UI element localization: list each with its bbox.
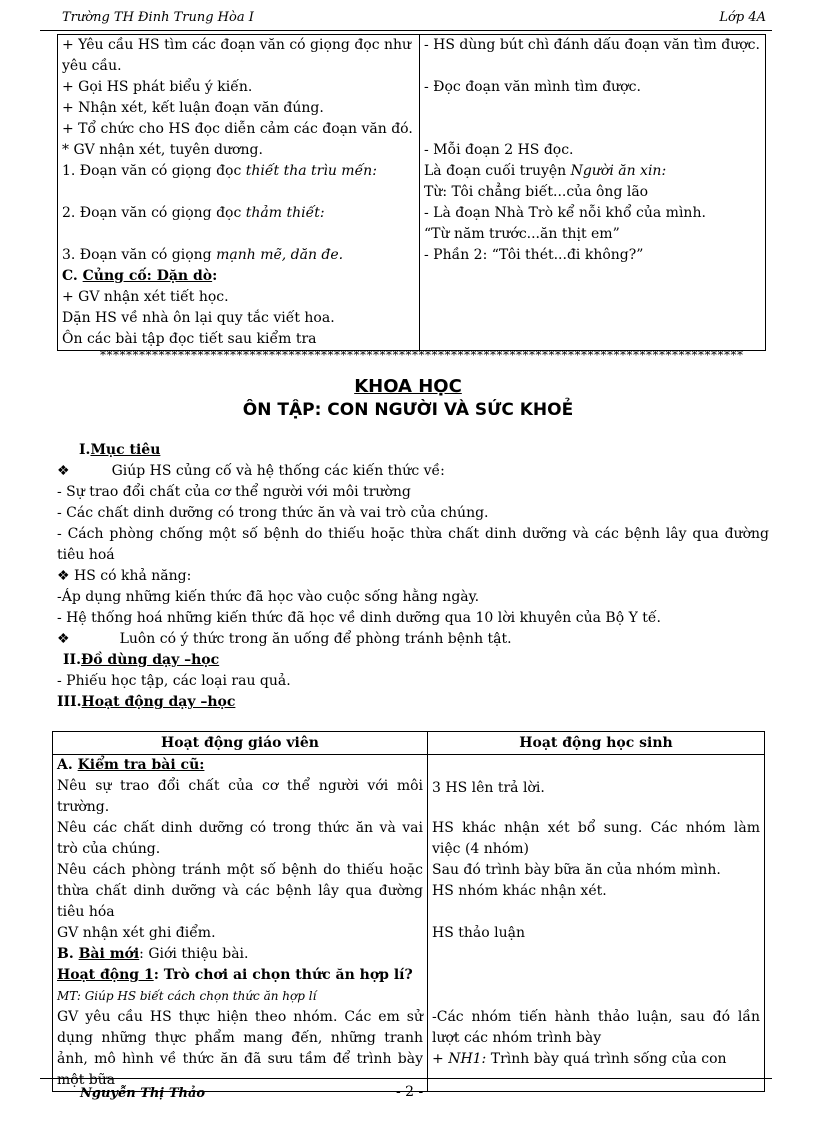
- top-table-teacher-cell: [58, 35, 420, 351]
- objective-item: - Sự trao đổi chất của cơ thể người với môi trường: [57, 484, 411, 500]
- line: - Là đoạn Nhà Trò kể nỗi khổ của mình.: [424, 205, 706, 221]
- student-response: [432, 1049, 760, 1070]
- section-prefix: A.: [57, 757, 78, 773]
- line: “Từ năm trước...ăn thịt em”: [424, 226, 620, 242]
- line: * GV nhận xét, tuyên dương.: [62, 142, 263, 158]
- text: 2. Đoạn văn có giọng đọc: [62, 205, 246, 221]
- spacer: [432, 902, 760, 923]
- activity-rest: : Trò chơi ai chọn thức ăn hợp lí?: [153, 967, 413, 983]
- teacher-grade: GV nhận xét ghi điểm.: [57, 925, 216, 941]
- student-response: 3 HS lên trả lời.: [432, 780, 545, 796]
- line: - HS dùng bút chì đánh dấu đoạn văn tìm được.: [424, 37, 760, 53]
- objective-bullet: [57, 629, 769, 650]
- heading-text: Mục tiêu: [90, 442, 161, 458]
- top-table-student-cell: [420, 35, 766, 351]
- diamond-bullet-icon: ❖: [57, 463, 70, 479]
- line: + Yêu cầu HS tìm các đoạn văn có giọng đọc như: [62, 37, 412, 53]
- blank-line: [424, 119, 761, 140]
- line: [62, 203, 415, 224]
- objectives-heading: [57, 440, 769, 461]
- section-prefix: C.: [62, 268, 83, 284]
- footer-page-number: - 2 -: [396, 1084, 424, 1100]
- objective-item: - Các chất dinh dưỡng có trong thức ăn và vai trò của chúng.: [57, 505, 489, 521]
- blank-line: [62, 182, 415, 203]
- blank-line: [62, 224, 415, 245]
- section-heading: [57, 755, 423, 776]
- section-prefix: B.: [57, 946, 79, 962]
- activity-objective: MT: Giúp HS biết cách chọn thức ăn hợp lí: [57, 989, 317, 1003]
- italic-text: NH1:: [448, 1051, 487, 1067]
- subject-title: [0, 376, 816, 397]
- lesson-body: [57, 440, 769, 713]
- text: 1. Đoạn văn có giọng đọc: [62, 163, 246, 179]
- line: [62, 266, 415, 287]
- student-response: Sau đó trình bày bữa ăn của nhóm mình.: [432, 862, 721, 878]
- teacher-question: Nêu sự trao đổi chất của cơ thể người với môi trường.: [57, 778, 423, 815]
- blank-line: [424, 98, 761, 119]
- col-header-student: Hoạt động học sinh: [428, 732, 765, 755]
- objective-item: -Áp dụng những kiến thức đã học vào cuộc sống hằng ngày.: [57, 589, 480, 605]
- line: [424, 161, 761, 182]
- header-rule: [40, 30, 772, 31]
- italic-text: thảm thiết:: [245, 205, 325, 221]
- student-response: HS nhóm khác nhận xét.: [432, 883, 607, 899]
- text: HS có khả năng:: [74, 568, 192, 584]
- student-activities-cell: [428, 755, 765, 1092]
- footer-rule: [40, 1078, 772, 1079]
- spacer: [432, 944, 760, 1007]
- spacer: [432, 755, 760, 776]
- section-title: Bài mới: [78, 946, 140, 962]
- text: :: [212, 268, 218, 284]
- text: Giúp HS củng cố và hệ thống các kiến thức về:: [111, 463, 445, 479]
- objective-item: - Hệ thống hoá những kiến thức đã học về dinh dưỡng qua 10 lời khuyên của Bộ Y tế.: [57, 610, 661, 626]
- line: Ôn các bài tập đọc tiết sau kiểm tra: [62, 331, 317, 347]
- teacher-instruction: GV yêu cầu HS thực hiện theo nhóm. Các em sử dụng những thực phẩm mang đến, những tranh ảnh, mô hình về thức ăn đã sưu tầm để trình bày một bữa: [57, 1009, 423, 1088]
- section-title: Củng cố: Dặn dò: [82, 268, 213, 284]
- line: + Nhận xét, kết luận đoạn văn đúng.: [62, 100, 324, 116]
- subject-text: KHOA HỌC: [354, 376, 462, 397]
- text: Là đoạn cuối truyện: [424, 163, 571, 179]
- heading-text: Đồ dùng dạy –học: [80, 652, 220, 668]
- italic-text: thiết tha trìu mến:: [245, 163, 377, 179]
- line: yêu cầu.: [62, 58, 122, 74]
- objective-bullet: [57, 461, 769, 482]
- text: Luôn có ý thức trong ăn uống để phòng tránh bệnh tật.: [119, 631, 512, 647]
- col-header-teacher: Hoạt động giáo viên: [53, 732, 428, 755]
- text: +: [432, 1051, 449, 1067]
- materials-item: - Phiếu học tập, các loại rau quả.: [57, 673, 291, 689]
- spacer: [432, 799, 760, 818]
- student-response: -Các nhóm tiến hành thảo luận, sau đó lần lượt các nhóm trình bày: [432, 1009, 760, 1046]
- separator-stars: ***************************************************************************************************: [100, 348, 744, 362]
- header-class: Lớp 4A: [719, 10, 766, 25]
- text: : Giới thiệu bài.: [139, 946, 249, 962]
- teacher-activities-cell: [53, 755, 428, 1092]
- line: + Gọi HS phát biểu ý kiến.: [62, 79, 253, 95]
- italic-text: mạnh mẽ, dăn đe.: [216, 247, 344, 263]
- lesson-title: ÔN TẬP: CON NGƯỜI VÀ SỨC KHOẺ: [242, 400, 574, 420]
- student-response: HS khác nhận xét bổ sung. Các nhóm làm việc (4 nhóm): [432, 820, 760, 857]
- header-school: Trường TH Đinh Trung Hòa I: [62, 10, 254, 25]
- line: - Mỗi đoạn 2 HS đọc.: [424, 142, 574, 158]
- student-response: HS thảo luận: [432, 925, 525, 941]
- activity-table: [52, 731, 765, 1092]
- text: Trình bày quá trình sống của con: [486, 1051, 727, 1067]
- materials-heading: [57, 650, 769, 671]
- line: - Phần 2: “Tôi thét...đi không?”: [424, 247, 644, 263]
- footer-author: Nguyễn Thị Thảo: [80, 1086, 206, 1101]
- objective-item: - Cách phòng chống một số bệnh do thiếu hoặc thừa chất dinh dưỡng và các bệnh lây qua đường tiêu hoá: [57, 526, 769, 563]
- line: [62, 245, 415, 266]
- line: [62, 161, 415, 182]
- section-heading: [57, 944, 423, 965]
- objective-bullet: [57, 566, 769, 587]
- activity-heading: [57, 965, 423, 986]
- heading-num: III.: [57, 694, 82, 710]
- heading-num: I.: [79, 442, 91, 458]
- line: + GV nhận xét tiết học.: [62, 289, 229, 305]
- line: - Đọc đoạn văn mình tìm được.: [424, 79, 641, 95]
- italic-text: Người ăn xin:: [570, 163, 667, 179]
- blank-line: [424, 56, 761, 77]
- teacher-question: Nêu các chất dinh dưỡng có trong thức ăn và vai trò của chúng.: [57, 820, 423, 857]
- diamond-bullet-icon: ❖: [57, 568, 70, 584]
- line: Dặn HS về nhà ôn lại quy tắc viết hoa.: [62, 310, 335, 326]
- text: 3. Đoạn văn có giọng: [62, 247, 217, 263]
- line: Từ: Tôi chẳng biết...của ông lão: [424, 184, 649, 200]
- top-lesson-table: [57, 34, 766, 351]
- activity-title: Hoạt động 1: [57, 967, 154, 983]
- teacher-question: Nêu cách phòng tránh một số bệnh do thiếu hoặc thừa chất dinh dưỡng và các bệnh lây qua đường tiêu hóa: [57, 862, 423, 920]
- diamond-bullet-icon: ❖: [57, 631, 70, 647]
- line: + Tổ chức cho HS đọc diễn cảm các đoạn văn đó.: [62, 121, 413, 137]
- heading-text: Hoạt động dạy –học: [81, 694, 236, 710]
- heading-num: II.: [63, 652, 81, 668]
- section-title: Kiểm tra bài cũ:: [77, 757, 205, 773]
- activities-heading: [57, 692, 769, 713]
